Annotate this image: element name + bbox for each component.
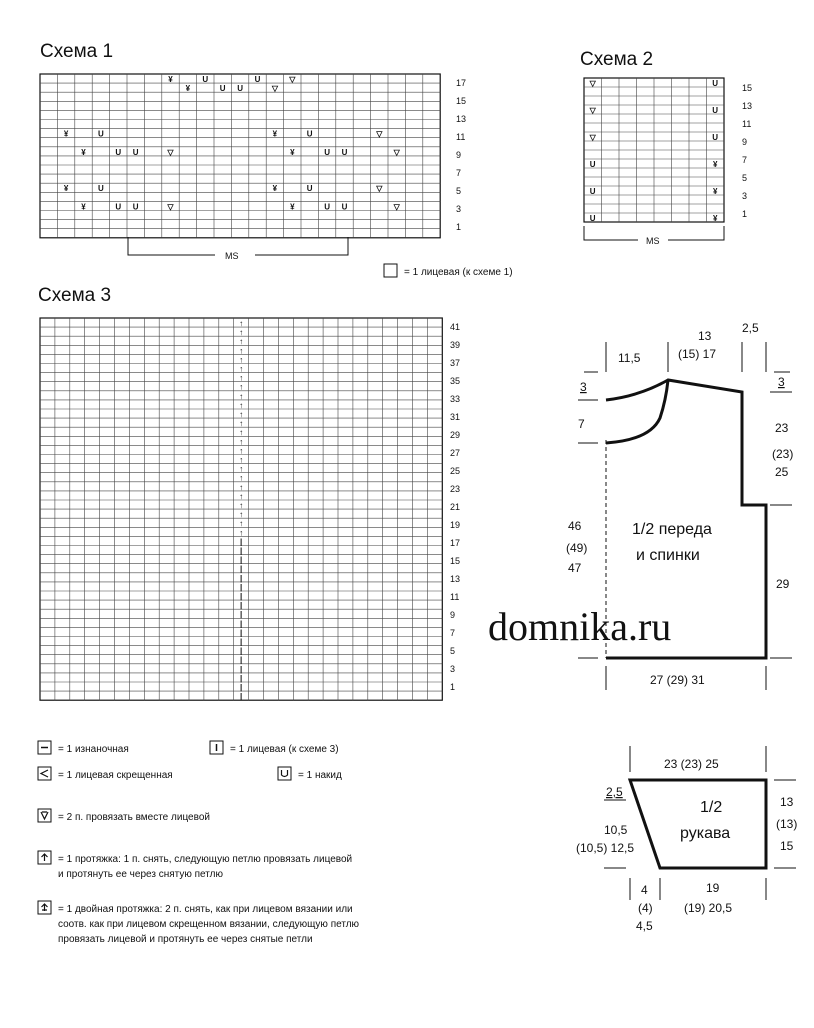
scheme3-row-number: 13 (450, 574, 461, 584)
scheme3-row-numbers (450, 322, 460, 692)
stitch-symbol: ↑ (239, 437, 244, 447)
scheme2-grid (584, 78, 724, 223)
right-top-dim: 3 (778, 375, 785, 389)
scheme3-row-number: 7 (450, 628, 456, 638)
sleeve-left-dim-2: (10,5) 12,5 (576, 841, 635, 855)
scheme2-ms-bracket (584, 226, 724, 246)
scheme1-row-number: 13 (456, 114, 467, 124)
yarn-over-icon (278, 767, 291, 780)
legend-knit3: = 1 лицевая (к схеме 3) (230, 744, 339, 755)
scheme3-row-number: 25 (450, 466, 461, 476)
stitch-symbol: | (239, 592, 243, 601)
scheme3-row-number: 15 (450, 556, 461, 566)
body-width-dim: 27 (29) 31 (650, 673, 705, 687)
scheme3-row-number: 9 (450, 610, 456, 620)
stitch-symbol: U (712, 133, 719, 142)
sleeve-left-top-dim: 2,5 (606, 785, 623, 799)
neck-width-sizes: (15) 17 (678, 347, 717, 361)
stitch-symbol: ¥ (290, 202, 295, 212)
scheme2-ms-label: MS (646, 236, 660, 246)
stitch-symbol: U (254, 75, 261, 84)
scheme1-row-number: 11 (456, 132, 466, 142)
legend-purl: = 1 изнаночная (58, 744, 129, 755)
stitch-symbol: ↑ (239, 337, 244, 347)
stitch-symbol: | (239, 610, 243, 620)
stitch-symbol: U (98, 184, 104, 194)
stitch-symbol: U (98, 129, 104, 139)
scheme2-row-number: 5 (742, 173, 748, 183)
scheme3-row-number: 31 (450, 412, 461, 422)
stitch-symbol: ▽ (589, 79, 596, 88)
stitch-symbol: U (306, 184, 313, 194)
neckline (606, 380, 668, 443)
stitch-symbol: ▽ (393, 202, 400, 212)
sleeve-pattern (576, 746, 797, 933)
stitch-symbol: ▽ (589, 106, 596, 115)
scheme3-title: Схема 3 (38, 285, 112, 306)
sleeve-bottom-left-2: (4) (638, 901, 653, 915)
sleeve-bottom-right-2: (19) 20,5 (684, 901, 733, 915)
legend-dbl-2: соотв. как при лицевом скрещенном вязании, следующую петлю (58, 919, 360, 930)
scheme2-row-number: 1 (742, 209, 748, 219)
stitch-symbol: | (239, 628, 243, 638)
stitch-symbol: ↑ (239, 473, 244, 483)
body-label-1: 1/2 переда (632, 521, 712, 538)
stitch-symbol: ¥ (185, 84, 191, 94)
stitch-symbol: ↑ (239, 364, 244, 374)
stitch-symbol: U (219, 84, 226, 94)
sleeve-top-dim: 23 (23) 25 (664, 757, 719, 771)
watermark: domnika.ru (488, 604, 672, 649)
stitch-symbol: ↑ (239, 501, 244, 510)
stitch-symbol: U (589, 160, 596, 169)
scheme3-row-number: 11 (450, 592, 460, 602)
top-right-dim: 2,5 (742, 321, 759, 335)
stitch-symbol: ¥ (712, 214, 718, 223)
stitch-symbol: | (239, 601, 243, 611)
stitch-symbol: ¥ (81, 147, 86, 157)
scheme3-row-number: 39 (450, 340, 461, 350)
stitch-symbol: ▽ (167, 147, 174, 157)
scheme1-row-number: 15 (456, 96, 467, 106)
sleeve-label-1: 1/2 (700, 799, 723, 816)
stitch-symbol: ↑ (239, 373, 244, 383)
stitch-symbol: U (341, 202, 348, 212)
legend-ssk-2: и протянуть ее через снятую петлю (58, 869, 223, 880)
stitch-symbol: ↑ (239, 382, 244, 392)
stitch-symbol: | (239, 655, 243, 665)
stitch-symbol: ↑ (239, 528, 244, 538)
armhole-dim-2: (23) (772, 447, 794, 461)
legend-yo: = 1 накид (298, 770, 342, 781)
stitch-symbol: ↑ (239, 419, 244, 429)
stitch-symbol: ↑ (239, 400, 244, 410)
stitch-symbol: ↑ (239, 428, 244, 438)
stitch-symbol: | (239, 646, 243, 656)
shoulder-width: 11,5 (618, 351, 641, 365)
scheme1-row-numbers (456, 78, 466, 232)
stitch-symbol: U (115, 147, 122, 157)
stitch-symbol: | (239, 555, 243, 565)
stitch-symbol: U (115, 202, 122, 212)
scheme3-row-number: 29 (450, 430, 461, 440)
scheme1-row-number: 7 (456, 168, 462, 178)
stitch-symbol: ↑ (239, 491, 244, 501)
legend-dbl-1: = 1 двойная протяжка: 2 п. снять, как при лицевом вязании или (58, 904, 353, 915)
stitch-symbol: ¥ (168, 75, 173, 84)
stitch-symbol: ↑ (239, 319, 244, 328)
stitch-symbol: ▽ (289, 75, 296, 84)
stitch-symbol: ↑ (239, 510, 244, 520)
scheme3-row-number: 35 (450, 376, 461, 386)
legend-dbl-3: провязать лицевой и протянуть ее через снятые петли (58, 934, 313, 945)
neck-depth-dim: 7 (578, 417, 585, 431)
scheme2-row-number: 15 (742, 83, 753, 93)
neck-width-top: 13 (698, 329, 712, 343)
scheme2-row-number: 3 (742, 191, 748, 201)
sleeve-label-2: рукава (680, 825, 731, 842)
stitch-symbol: | (239, 564, 243, 574)
scheme3-row-number: 21 (450, 502, 461, 512)
scheme2-row-numbers (742, 83, 752, 219)
stitch-symbol: ↑ (239, 355, 244, 365)
stitch-symbol: | (239, 537, 243, 547)
stitch-symbol: U (589, 187, 596, 196)
stitch-symbol: ¥ (63, 129, 69, 139)
stitch-symbol: ↑ (239, 410, 244, 419)
scheme3-row-number: 23 (450, 484, 461, 494)
scheme2-row-number: 13 (742, 101, 753, 111)
stitch-symbol: | (239, 673, 243, 683)
stitch-symbol: ¥ (272, 129, 278, 139)
stitch-symbol: U (132, 147, 139, 157)
scheme2-title: Схема 2 (580, 49, 654, 70)
scheme1-title: Схема 1 (40, 41, 114, 62)
stitch-symbol: ↑ (239, 446, 244, 456)
side-dim-3: 47 (568, 561, 582, 575)
scheme1-row-number: 3 (456, 204, 462, 214)
stitch-symbol: | (239, 546, 243, 556)
scheme3-row-number: 5 (450, 646, 456, 656)
stitch-symbol: ▽ (271, 84, 278, 94)
sleeve-right-dim-2: (13) (776, 817, 798, 831)
scheme3-row-number: 1 (450, 682, 456, 692)
sleeve-bottom-right-1: 19 (706, 881, 720, 895)
sleeve-right-dim-3: 15 (780, 839, 794, 853)
stitch-symbol: ↑ (239, 455, 244, 465)
stitch-symbol: ¥ (712, 160, 718, 169)
stitch-symbol: ↑ (239, 519, 244, 529)
scheme3-row-number: 33 (450, 394, 461, 404)
stitch-symbol: | (239, 637, 243, 647)
scheme1-ms-bracket (128, 237, 348, 261)
stitch-symbol: ↑ (239, 328, 244, 338)
legend-empty-cell (384, 264, 513, 278)
sleeve-right-dim-1: 13 (780, 795, 794, 809)
legend-ssk-1: = 1 протяжка: 1 п. снять, следующую петлю провязать лицевой (58, 854, 353, 865)
sleeve-left-dim-1: 10,5 (604, 823, 628, 837)
stitch-symbol: U (341, 147, 348, 157)
stitch-symbol: ↑ (239, 391, 244, 401)
legend-k2tog: = 2 п. провязать вместе лицевой (58, 812, 210, 823)
empty-cell-icon (384, 264, 397, 277)
sleeve-outline (630, 780, 766, 868)
scheme3-row-number: 41 (450, 322, 461, 332)
stitch-symbol: ↑ (239, 482, 244, 492)
stitch-symbol: | (239, 582, 243, 592)
lower-right-dim: 29 (776, 577, 790, 591)
stitch-symbol: ¥ (290, 147, 295, 157)
left-top-dim: 3 (580, 380, 587, 394)
armhole-dim-3: 25 (775, 465, 789, 479)
scheme3-row-number: 3 (450, 664, 456, 674)
stitch-symbol: U (324, 202, 330, 212)
scheme2-row-number: 11 (742, 119, 752, 129)
scheme2-row-number: 9 (742, 137, 748, 147)
stitch-symbol: ▽ (376, 129, 383, 139)
stitch-symbol: ¥ (81, 202, 86, 212)
stitch-symbol: | (239, 573, 243, 583)
scheme2-row-number: 7 (742, 155, 748, 165)
scheme1-row-number: 5 (456, 186, 462, 196)
stitch-symbol: ▽ (589, 133, 596, 142)
stitch-symbol: U (202, 75, 209, 84)
scheme3-row-number: 37 (450, 358, 461, 368)
side-dim-2: (49) (566, 541, 588, 555)
stitch-symbol: U (589, 214, 596, 223)
stitch-symbol: | (239, 692, 243, 702)
stitch-symbol: U (712, 79, 719, 88)
scheme1-grid (40, 74, 440, 238)
stitch-symbol: U (237, 84, 243, 94)
stitch-symbol: U (132, 202, 139, 212)
stitch-symbol: | (239, 664, 243, 674)
stitch-symbol: | (239, 683, 243, 692)
body-label-2: и спинки (636, 547, 700, 564)
sleeve-bottom-left-3: 4,5 (636, 919, 653, 933)
legend-empty-text: = 1 лицевая (к схеме 1) (404, 267, 513, 278)
scheme3-grid (40, 318, 442, 701)
armhole-dim-1: 23 (775, 421, 789, 435)
sleeve-bottom-left-1: 4 (641, 883, 648, 897)
stitch-symbol: U (712, 106, 719, 115)
stitch-symbol: ¥ (272, 184, 278, 194)
stitch-symbol: ↑ (239, 346, 244, 356)
scheme3-row-number: 27 (450, 448, 461, 458)
stitch-symbol: ¥ (63, 184, 69, 194)
scheme1-row-number: 9 (456, 150, 462, 160)
scheme1-row-number: 1 (456, 222, 462, 232)
scheme3-row-number: 17 (450, 538, 461, 548)
side-dim-1: 46 (568, 519, 582, 533)
scheme1-row-number: 17 (456, 78, 467, 88)
legend (38, 741, 360, 945)
scheme3-row-number: 19 (450, 520, 461, 530)
stitch-symbol: ▽ (393, 147, 400, 157)
stitch-symbol: | (239, 619, 243, 629)
stitch-symbol: U (306, 129, 313, 139)
stitch-symbol: ↑ (239, 464, 244, 474)
stitch-symbol: ▽ (376, 184, 383, 194)
stitch-symbol: ¥ (712, 187, 718, 196)
stitch-symbol: ▽ (167, 202, 174, 212)
legend-twisted: = 1 лицевая скрещенная (58, 770, 173, 781)
scheme1-ms-label: MS (225, 251, 239, 261)
stitch-symbol: U (324, 147, 330, 157)
